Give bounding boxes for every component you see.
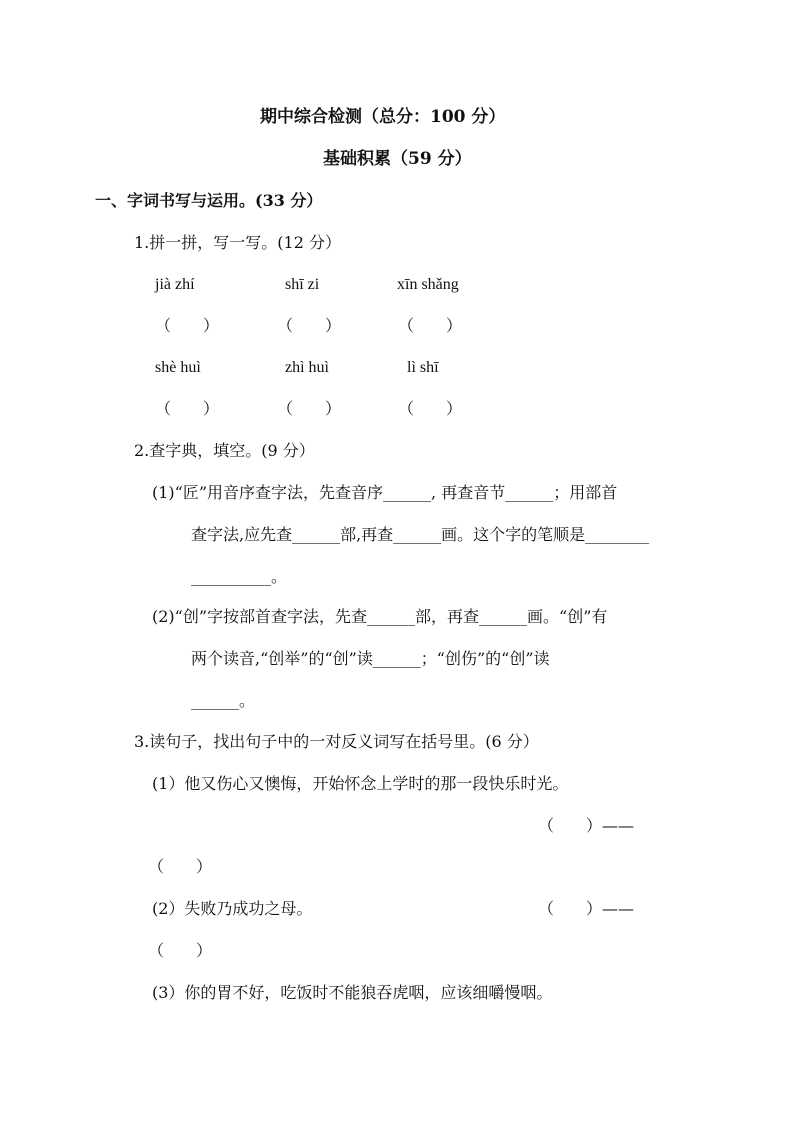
pinyin-3: xīn shǎng [397, 276, 459, 293]
answer-blank-1[interactable]: （ ） [155, 316, 220, 335]
answer-blank-6[interactable]: （ ） [398, 399, 463, 418]
section-heading: 一、字词书写与运用。(33 分） [95, 191, 323, 210]
q2-item1-line3: __________。 [191, 567, 288, 586]
q2-item1-line1: (1)“匠”用音序查字法，先查音序______, 再查音节______；用部首 [152, 483, 618, 502]
q2-item2-line3: ______。 [191, 691, 256, 710]
pinyin-5: zhì huì [285, 359, 329, 376]
answer-blank-3[interactable]: （ ） [398, 316, 463, 335]
q2-item1-line2: 查字法,应先查______部,再查______画。这个字的笔顺是________ [191, 525, 650, 544]
answer-blank-4[interactable]: （ ） [155, 399, 220, 418]
q2-item2-line2: 两个读音,“创举”的“创”读______；“创伤”的“创”读 [191, 649, 550, 668]
question-3-prompt: 3.读句子，找出句子中的一对反义词写在括号里。(6 分） [134, 732, 539, 751]
section-subtitle: 基础积累（59 分） [323, 149, 472, 169]
pinyin-1: jià zhí [155, 276, 195, 293]
pinyin-4: shè huì [155, 359, 201, 376]
question-1-prompt: 1.拼一拼，写一写。(12 分） [134, 233, 341, 252]
pinyin-6: lì shī [407, 359, 439, 376]
q3-answer-pair-1[interactable]: （ ）—— [538, 816, 635, 835]
pinyin-2: shī zi [285, 276, 320, 293]
q3-sentence-3: (3）你的胃不好，吃饭时不能狼吞虎咽，应该细嚼慢咽。 [152, 983, 553, 1002]
q3-answer-blank-2[interactable]: （ ） [148, 941, 213, 960]
q3-sentence-2: (2）失败乃成功之母。 [152, 899, 313, 918]
question-2-prompt: 2.查字典，填空。(9 分） [134, 441, 315, 460]
q3-answer-blank-1[interactable]: （ ） [148, 857, 213, 876]
q3-answer-pair-2[interactable]: （ ）—— [538, 899, 635, 918]
exam-title: 期中综合检测（总分：100 分） [260, 107, 506, 127]
q3-sentence-1: (1）他又伤心又懊悔，开始怀念上学时的那一段快乐时光。 [152, 774, 569, 793]
q2-item2-line1: (2)“创”字按部首查字法，先查______部，再查______画。“创”有 [152, 607, 608, 626]
answer-blank-5[interactable]: （ ） [277, 399, 342, 418]
answer-blank-2[interactable]: （ ） [277, 316, 342, 335]
